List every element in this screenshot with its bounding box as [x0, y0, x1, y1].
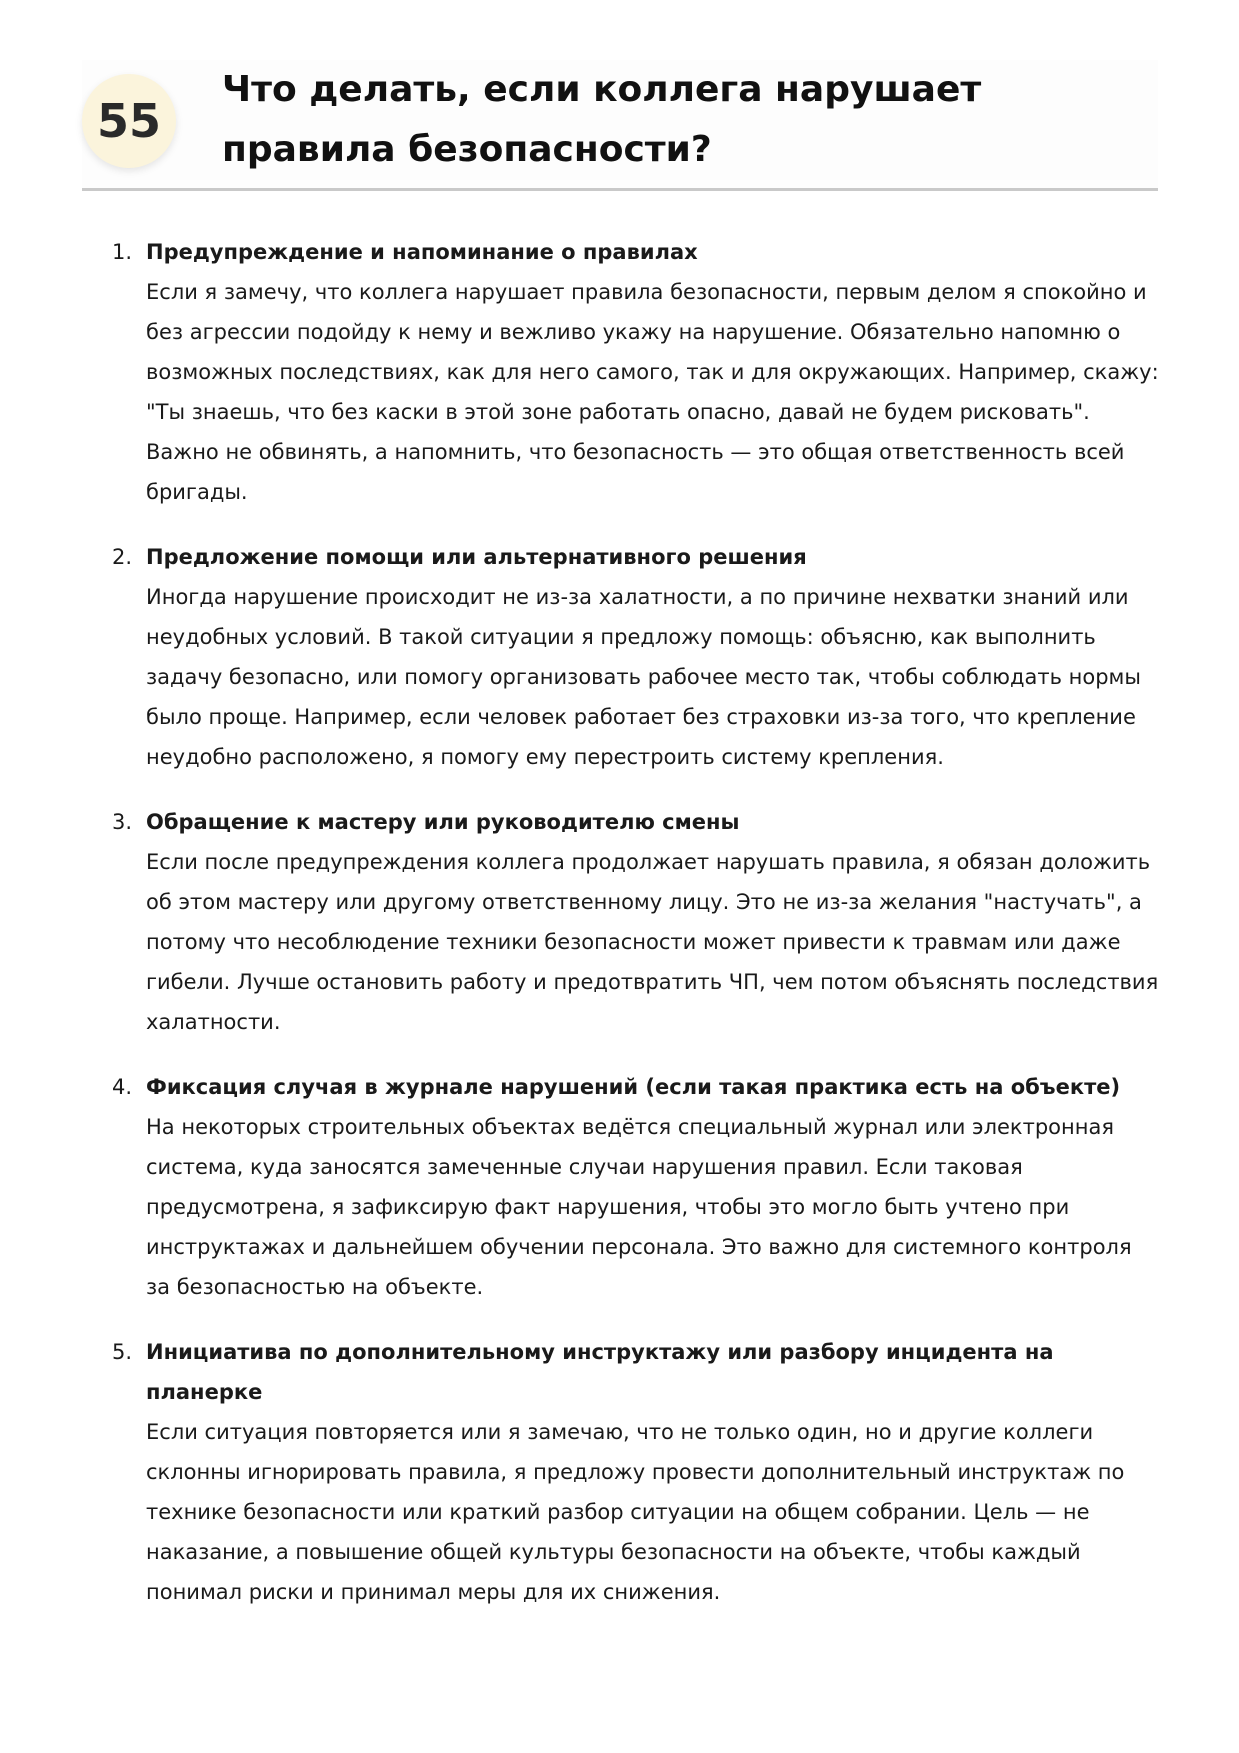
list-item: [112, 802, 1162, 1042]
list-item-text: Иногда нарушение происходит не из-за халатности, а по причине нехватки знаний или неудобных условий. В такой ситуации я предложу помощь: объясню, как выполнить задачу безопасно, или помогу организовать рабочее место так, чтобы соблюдать нормы было проще. Например, если человек работает без страховки из-за того, что крепление неудобно расположено, я помогу ему перестроить систему крепления.: [146, 585, 1141, 769]
list-item: [112, 537, 1162, 777]
list-item-number: 5.: [112, 1340, 133, 1364]
list-item-text: Если я замечу, что коллега нарушает правила безопасности, первым делом я спокойно и без агрессии подойду к нему и вежливо укажу на нарушение. Обязательно напомню о возможных последствиях, как для него самого, так и для окружающих. Например, скажу: "Ты знаешь, что без каски в этой зоне работать опасно, давай не будем рисковать". Важно не обвинять, а напомнить, что безопасность — это общая ответственность всей бригады.: [146, 280, 1159, 504]
list-item-text: Если после предупреждения коллега продолжает нарушать правила, я обязан доложить об этом мастеру или другому ответственному лицу. Это не из-за желания "настучать", а потому что несоблюдение техники безопасности может привести к травмам или даже гибели. Лучше остановить работу и предотвратить ЧП, чем потом объяснять последствия халатности.: [146, 850, 1159, 1034]
list-item-title: Обращение к мастеру или руководителю смены: [146, 810, 740, 834]
question-number-badge: 55: [82, 74, 176, 168]
list-item-number: 1.: [112, 240, 133, 264]
list-item: [112, 232, 1162, 512]
list-item-number: 3.: [112, 810, 133, 834]
list-item-text: Если ситуация повторяется или я замечаю, что не только один, но и другие коллеги склонны игнорировать правила, я предложу провести дополнительный инструктаж по технике безопасности или краткий разбор ситуации на общем собрании. Цель — не наказание, а повышение общей культуры безопасности на объекте, чтобы каждый понимал риски и принимал меры для их снижения.: [146, 1420, 1125, 1604]
list-item-number: 2.: [112, 545, 133, 569]
list-item-title: Предупреждение и напоминание о правилах: [146, 240, 698, 264]
list-item: [112, 1332, 1162, 1612]
question-header: [82, 60, 1158, 191]
list-item-number: 4.: [112, 1075, 133, 1099]
question-title: Что делать, если коллега нарушает правила безопасности?: [222, 69, 982, 170]
list-item-title: Инициатива по дополнительному инструктажу или разбору инцидента на планерке: [146, 1340, 1054, 1404]
list-item-title: Предложение помощи или альтернативного решения: [146, 545, 807, 569]
list-item: [112, 1067, 1162, 1307]
answer-list: [112, 232, 1162, 1637]
list-item-text: На некоторых строительных объектах ведётся специальный журнал или электронная система, куда заносятся замеченные случаи нарушения правил. Если таковая предусмотрена, я зафиксирую факт нарушения, чтобы это могло быть учтено при инструктажах и дальнейшем обучении персонала. Это важно для системного контроля за безопасностью на объекте.: [146, 1115, 1132, 1299]
list-item-title: Фиксация случая в журнале нарушений (если такая практика есть на объекте): [146, 1075, 1121, 1099]
